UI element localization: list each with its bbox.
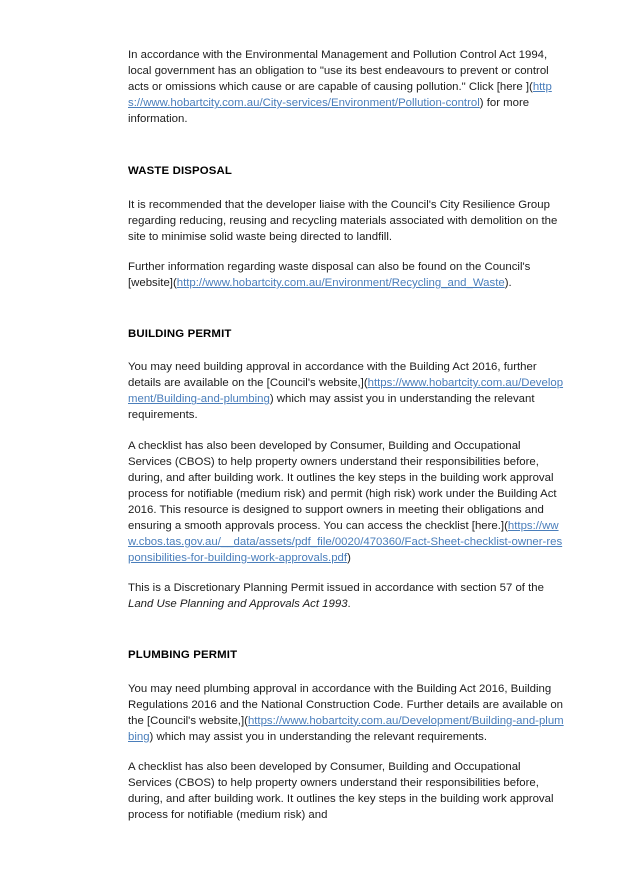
- spacer: [128, 305, 564, 326]
- pollution-text-lead: In accordance with the Environmental Management and Pollution Control Act 1994, local government has an obligation to "use its best endeavours to prevent or control acts or omissions which cause or are capable of causing pollution." Click [here ](: [128, 49, 549, 94]
- spacer: [128, 342, 564, 359]
- waste-text-lead: Further information regarding waste disposal can also be found on the Council's [website](: [128, 260, 531, 289]
- paragraph-discretionary-planning-permit: [128, 580, 564, 612]
- paragraph-pollution-control: [128, 47, 564, 127]
- discretionary-text-lead: This is a Discretionary Planning Permit issued in accordance with section 57 of the: [128, 582, 544, 595]
- act-title-italic: Land Use Planning and Approvals Act 1993: [128, 598, 348, 611]
- cbos-text-lead: A checklist has also been developed by Consumer, Building and Occupational Services (CBOS) to help property owners understand their responsibilities before, during, and after building work. It outlines the key steps in the building work approval process for notifiable (medium risk) and permit (high risk) work under the Building Act 2016. This resource is designed to support owners in meeting their obligations and ensuring a smooth approvals process. You can access the checklist [here.](: [128, 439, 557, 532]
- discretionary-text-tail: .: [347, 598, 351, 611]
- plumbing-text-tail: ) which may assist you in understanding the relevant requirements.: [149, 730, 488, 743]
- recycling-and-waste-link[interactable]: http://www.hobartcity.com.au/Environment/Recycling_and_Waste: [176, 276, 505, 289]
- paragraph-building-cbos-checklist: [128, 438, 564, 567]
- spacer: [128, 180, 564, 197]
- plumbing-building-and-plumbing-link[interactable]: https://www.hobartcity.com.au/Development/Building-and-plumbing: [128, 714, 564, 743]
- document-body: [128, 47, 564, 837]
- plumbing-text-lead: You may need plumbing approval in accordance with the Building Act 2016, Building Regulations 2016 and the National Construction Code. Further details are available on the [Council's website,](: [128, 682, 564, 727]
- spacer: [128, 664, 564, 681]
- paragraph-plumbing-cbos-checklist: A checklist has also been developed by Consumer, Building and Occupational Services (CBOS) to help property owners understand their responsibilities before, during, and after building work. It outlines the key steps in the building work approval process for notifiable (medium risk) and: [128, 760, 554, 822]
- heading-building-permit: BUILDING PERMIT: [128, 328, 232, 341]
- spacer: [128, 626, 564, 647]
- paragraph-waste-recommendation: It is recommended that the developer liaise with the Council's City Resilience Group regarding reducing, reusing and recycling materials associated with demolition on the site to minimise solid waste being directed to landfill.: [128, 198, 558, 243]
- paragraph-plumbing-approval: [128, 681, 564, 745]
- pollution-control-link[interactable]: https://www.hobartcity.com.au/City-services/Environment/Pollution-control: [128, 81, 552, 110]
- building-text-tail: ) which may assist you in understanding the relevant requirements.: [128, 393, 535, 422]
- cbos-text-tail: ): [347, 552, 351, 565]
- paragraph-building-approval: [128, 359, 564, 423]
- waste-text-tail: ).: [504, 276, 512, 289]
- pollution-text-tail: ) for more information.: [128, 97, 530, 126]
- heading-waste-disposal: WASTE DISPOSAL: [128, 165, 232, 178]
- building-text-lead: You may need building approval in accordance with the Building Act 2016, further details are available on the [Council's website,](: [128, 361, 537, 390]
- building-and-plumbing-link[interactable]: https://www.hobartcity.com.au/Development/Building-and-plumbing: [128, 377, 564, 406]
- cbos-checklist-pdf-link[interactable]: https://www.cbos.tas.gov.au/__data/assets/pdf_file/0020/470360/Fact-Sheet-checklist-owner-responsibilities-for-building-work-approvals.pdf: [128, 519, 563, 565]
- spacer: [128, 141, 564, 163]
- paragraph-waste-further-info: [128, 259, 564, 291]
- heading-plumbing-permit: PLUMBING PERMIT: [128, 649, 238, 662]
